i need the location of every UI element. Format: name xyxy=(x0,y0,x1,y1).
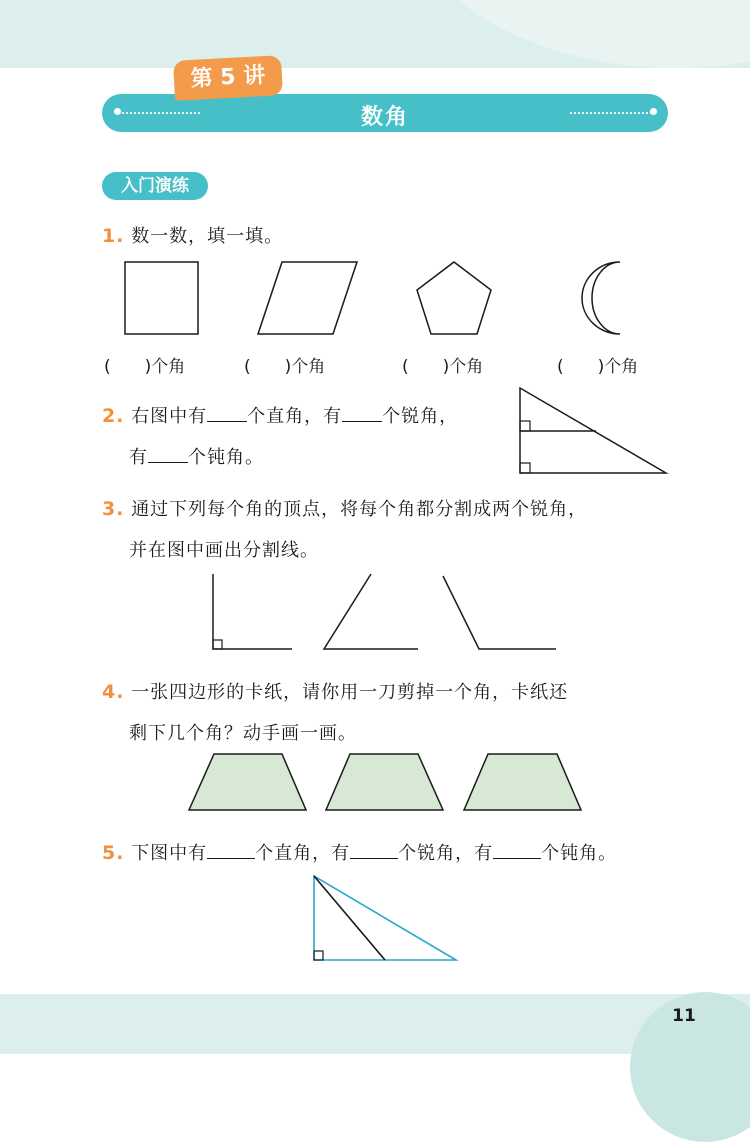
parallelogram-shape xyxy=(258,262,357,334)
q5-right-angle-mark xyxy=(314,951,323,960)
question-number: 4. xyxy=(102,681,125,703)
question-text: 有 xyxy=(129,447,148,468)
question-text: 个钝角。 xyxy=(541,843,618,864)
question-text: 个锐角， xyxy=(382,406,459,427)
q3-right-angle-mark xyxy=(213,640,222,649)
question-text: 个直角，有 xyxy=(247,406,343,427)
question-text: 个锐角，有 xyxy=(398,843,494,864)
answer-blank[interactable] xyxy=(493,842,541,859)
answer-blank[interactable] xyxy=(148,446,188,463)
question-3-line-1 xyxy=(102,495,587,521)
q1-answer-crescent: ( )个角 xyxy=(557,357,639,377)
question-text: 个钝角。 xyxy=(188,447,264,468)
question-number: 5. xyxy=(102,842,125,864)
crescent-shape xyxy=(582,262,620,334)
question-4-line-1 xyxy=(102,678,568,704)
q1-answer-pentagon: ( )个角 xyxy=(402,357,484,377)
question-text: 一张四边形的卡纸，请你用一刀剪掉一个角，卡纸还 xyxy=(131,682,569,703)
square-shape xyxy=(125,262,198,334)
question-2-line-1 xyxy=(102,402,458,428)
question-text: 个直角，有 xyxy=(255,843,351,864)
q3-right-angle xyxy=(213,574,292,649)
lecture-tag: 第 5 讲 xyxy=(173,55,283,101)
answer-blank[interactable] xyxy=(342,405,382,422)
q3-acute-angle xyxy=(324,574,418,649)
question-4-line-2: 剩下几个角？动手画一画。 xyxy=(129,723,357,744)
page-number: 11 xyxy=(672,1006,696,1026)
q5-triangle xyxy=(314,876,456,960)
q2-right-angle-mark xyxy=(520,463,530,473)
q4-card xyxy=(189,754,306,810)
q1-answer-square: ( )个角 xyxy=(104,357,186,377)
question-text: 右图中有 xyxy=(131,406,208,427)
q4-card xyxy=(326,754,443,810)
q5-inner-line xyxy=(314,876,385,960)
question-number: 1. xyxy=(102,225,125,247)
question-2-line-2 xyxy=(129,443,264,469)
question-number: 3. xyxy=(102,498,125,520)
question-5 xyxy=(102,839,617,865)
q3-obtuse-angle xyxy=(443,576,556,649)
page-title: 数角 xyxy=(360,105,409,130)
question-3-line-2: 并在图中画出分割线。 xyxy=(129,540,319,561)
question-number: 2. xyxy=(102,405,125,427)
section-tag: 入门演练 xyxy=(102,172,208,200)
question-text: 通过下列每个角的顶点，将每个角都分割成两个锐角， xyxy=(131,499,588,520)
answer-blank[interactable] xyxy=(350,842,398,859)
answer-blank[interactable] xyxy=(207,842,255,859)
q1-answer-parallelogram: ( )个角 xyxy=(244,357,326,377)
q2-right-angle-mark xyxy=(520,421,530,431)
question-text: 数一数，填一填。 xyxy=(131,226,284,247)
q4-card xyxy=(464,754,581,810)
pentagon-shape xyxy=(417,262,491,334)
answer-blank[interactable] xyxy=(207,405,247,422)
question-text: 下图中有 xyxy=(131,843,208,864)
